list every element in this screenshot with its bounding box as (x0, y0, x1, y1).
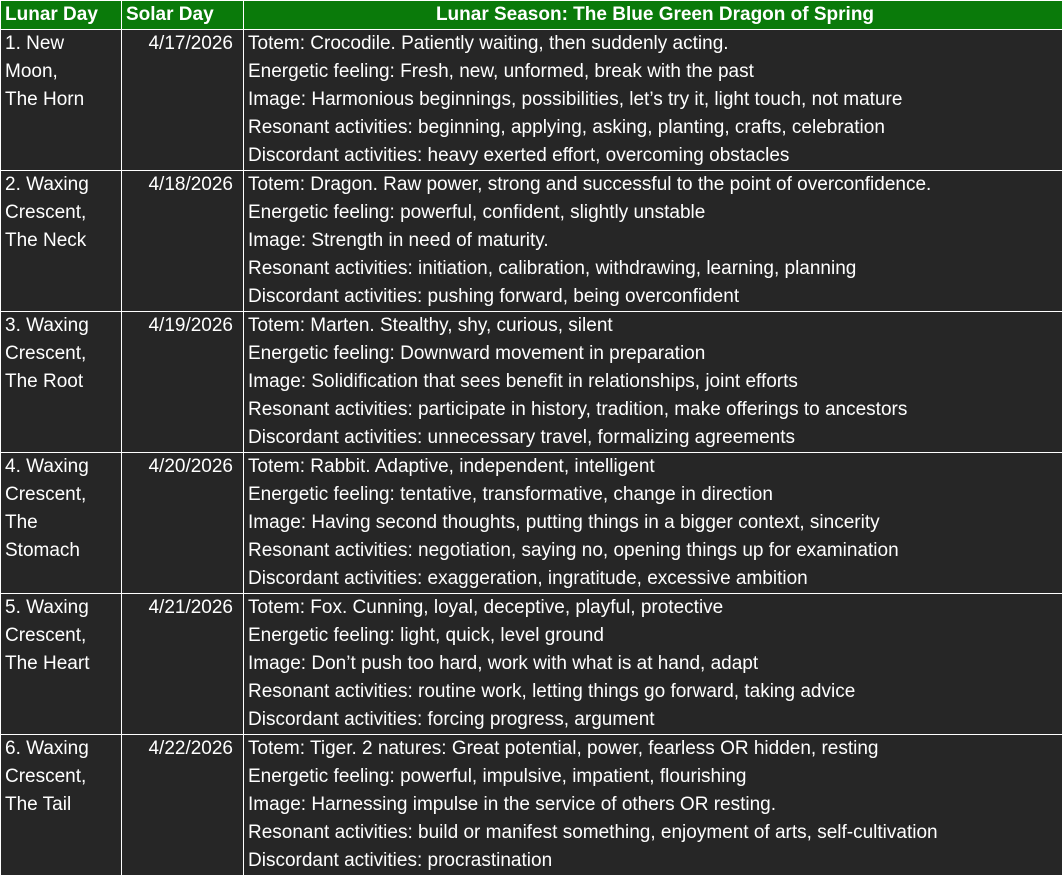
detail-line: Discordant activities: exaggeration, ingratitude, excessive ambition (248, 565, 1059, 593)
header-lunar-day: Lunar Day (1, 1, 122, 30)
lunar-day-line: Stomach (5, 537, 118, 565)
table-row (1, 594, 1062, 735)
lunar-day-line: Crescent, (5, 481, 118, 509)
day-details-cell (244, 171, 1062, 312)
detail-line: Energetic feeling: tentative, transformative, change in direction (248, 481, 1059, 509)
table-row (1, 30, 1062, 171)
day-details-cell (244, 30, 1062, 171)
lunar-day-cell (1, 171, 122, 312)
detail-line: Image: Don’t push too hard, work with what is at hand, adapt (248, 650, 1059, 678)
lunar-day-cell (1, 30, 122, 171)
lunar-day-line: 5. Waxing (5, 594, 118, 622)
header-row (1, 1, 1062, 30)
lunar-day-line: The (5, 509, 118, 537)
lunar-day-line: 2. Waxing (5, 171, 118, 199)
detail-line: Energetic feeling: powerful, confident, slightly unstable (248, 199, 1059, 227)
detail-line: Resonant activities: beginning, applying, asking, planting, crafts, celebration (248, 114, 1059, 142)
detail-line: Discordant activities: procrastination (248, 847, 1059, 875)
lunar-day-line: Crescent, (5, 763, 118, 791)
detail-line: Resonant activities: negotiation, saying no, opening things up for examination (248, 537, 1059, 565)
lunar-day-line: The Heart (5, 650, 118, 678)
detail-line: Totem: Rabbit. Adaptive, independent, intelligent (248, 453, 1059, 481)
detail-line: Discordant activities: unnecessary travel, formalizing agreements (248, 424, 1059, 452)
lunar-day-line: The Root (5, 368, 118, 396)
lunar-day-line: The Tail (5, 791, 118, 819)
detail-line: Totem: Tiger. 2 natures: Great potential, power, fearless OR hidden, resting (248, 735, 1059, 763)
solar-day-cell: 4/21/2026 (122, 594, 244, 735)
lunar-day-cell (1, 594, 122, 735)
detail-line: Resonant activities: participate in history, tradition, make offerings to ancestors (248, 396, 1059, 424)
lunar-day-line: Crescent, (5, 340, 118, 368)
header-lunar-season: Lunar Season: The Blue Green Dragon of Spring (244, 1, 1062, 30)
detail-line: Totem: Fox. Cunning, loyal, deceptive, playful, protective (248, 594, 1059, 622)
detail-line: Discordant activities: pushing forward, being overconfident (248, 283, 1059, 311)
lunar-day-cell (1, 453, 122, 594)
detail-line: Resonant activities: routine work, letting things go forward, taking advice (248, 678, 1059, 706)
lunar-day-line: 3. Waxing (5, 312, 118, 340)
table-body (1, 30, 1062, 876)
lunar-day-line: 4. Waxing (5, 453, 118, 481)
table-row (1, 312, 1062, 453)
detail-line: Energetic feeling: light, quick, level ground (248, 622, 1059, 650)
solar-day-cell: 4/18/2026 (122, 171, 244, 312)
day-details-cell (244, 594, 1062, 735)
lunar-day-cell (1, 735, 122, 876)
detail-line: Energetic feeling: powerful, impulsive, impatient, flourishing (248, 763, 1059, 791)
detail-line: Totem: Dragon. Raw power, strong and successful to the point of overconfidence. (248, 171, 1059, 199)
table-row (1, 735, 1062, 876)
detail-line: Totem: Marten. Stealthy, shy, curious, silent (248, 312, 1059, 340)
detail-line: Image: Having second thoughts, putting things in a bigger context, sincerity (248, 509, 1059, 537)
solar-day-cell: 4/22/2026 (122, 735, 244, 876)
detail-line: Resonant activities: initiation, calibration, withdrawing, learning, planning (248, 255, 1059, 283)
detail-line: Image: Harnessing impulse in the service of others OR resting. (248, 791, 1059, 819)
solar-day-cell: 4/19/2026 (122, 312, 244, 453)
detail-line: Resonant activities: build or manifest something, enjoyment of arts, self-cultivation (248, 819, 1059, 847)
detail-line: Energetic feeling: Downward movement in preparation (248, 340, 1059, 368)
table-row (1, 453, 1062, 594)
lunar-day-cell (1, 312, 122, 453)
detail-line: Image: Solidification that sees benefit in relationships, joint efforts (248, 368, 1059, 396)
solar-day-cell: 4/17/2026 (122, 30, 244, 171)
lunar-day-line: 6. Waxing (5, 735, 118, 763)
lunar-day-line: Crescent, (5, 622, 118, 650)
detail-line: Discordant activities: forcing progress, argument (248, 706, 1059, 734)
day-details-cell (244, 312, 1062, 453)
lunar-day-line: The Horn (5, 86, 118, 114)
lunar-day-line: Moon, (5, 58, 118, 86)
lunar-day-line: The Neck (5, 227, 118, 255)
header-solar-day: Solar Day (122, 1, 244, 30)
day-details-cell (244, 735, 1062, 876)
lunar-day-line: Crescent, (5, 199, 118, 227)
lunar-day-line: 1. New (5, 30, 118, 58)
detail-line: Totem: Crocodile. Patiently waiting, then suddenly acting. (248, 30, 1059, 58)
detail-line: Image: Strength in need of maturity. (248, 227, 1059, 255)
detail-line: Image: Harmonious beginnings, possibilities, let’s try it, light touch, not mature (248, 86, 1059, 114)
detail-line: Discordant activities: heavy exerted effort, overcoming obstacles (248, 142, 1059, 170)
table-row (1, 171, 1062, 312)
solar-day-cell: 4/20/2026 (122, 453, 244, 594)
detail-line: Energetic feeling: Fresh, new, unformed, break with the past (248, 58, 1059, 86)
day-details-cell (244, 453, 1062, 594)
